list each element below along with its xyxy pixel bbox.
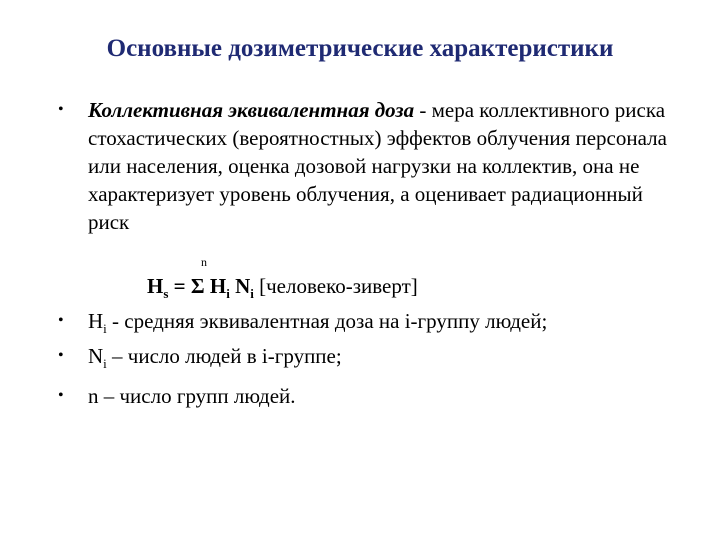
item-description: n – число групп людей. <box>88 384 296 408</box>
formula-term1: H <box>209 274 227 298</box>
item-description: - средняя эквивалентная доза на i-группу людей; <box>106 309 548 333</box>
bullet-marker: • <box>58 101 64 118</box>
formula-unit: [человеко-зиверт] <box>253 274 418 298</box>
formula-term2-sub: i <box>250 286 254 301</box>
list-item-text <box>88 382 688 410</box>
bullet-marker: • <box>58 312 64 329</box>
list-item-text <box>88 307 688 338</box>
item-symbol: N <box>88 344 104 368</box>
definition-term: Коллективная эквивалентная доза <box>88 98 415 122</box>
item-symbol-sub: i <box>103 321 107 336</box>
sum-upper-limit: n <box>201 255 207 269</box>
bullet-marker: • <box>58 347 64 364</box>
list-item-text <box>88 342 688 373</box>
formula-equals-sum: = Σ <box>168 274 210 298</box>
slide-title: Основные дозиметрические характеристики <box>106 35 614 62</box>
collective-dose-formula <box>147 272 418 303</box>
bullet-marker: • <box>58 387 64 404</box>
definition-paragraph <box>88 96 688 236</box>
item-description: – число людей в i-группе; <box>106 344 342 368</box>
definition-text: - мера коллективного риска стохастических (вероятностных) эффектов облучения персонала или населения, оценка дозовой нагрузки на коллектив, она не характеризует уровень облучения, а оценивает радиационный риск <box>88 98 667 234</box>
formula-term1-sub: i <box>226 286 230 301</box>
item-symbol: H <box>88 309 104 333</box>
formula-lhs: H <box>147 274 164 298</box>
formula-term2: N <box>229 274 251 298</box>
item-symbol-sub: i <box>103 356 107 371</box>
formula-lhs-sub: s <box>163 286 169 301</box>
